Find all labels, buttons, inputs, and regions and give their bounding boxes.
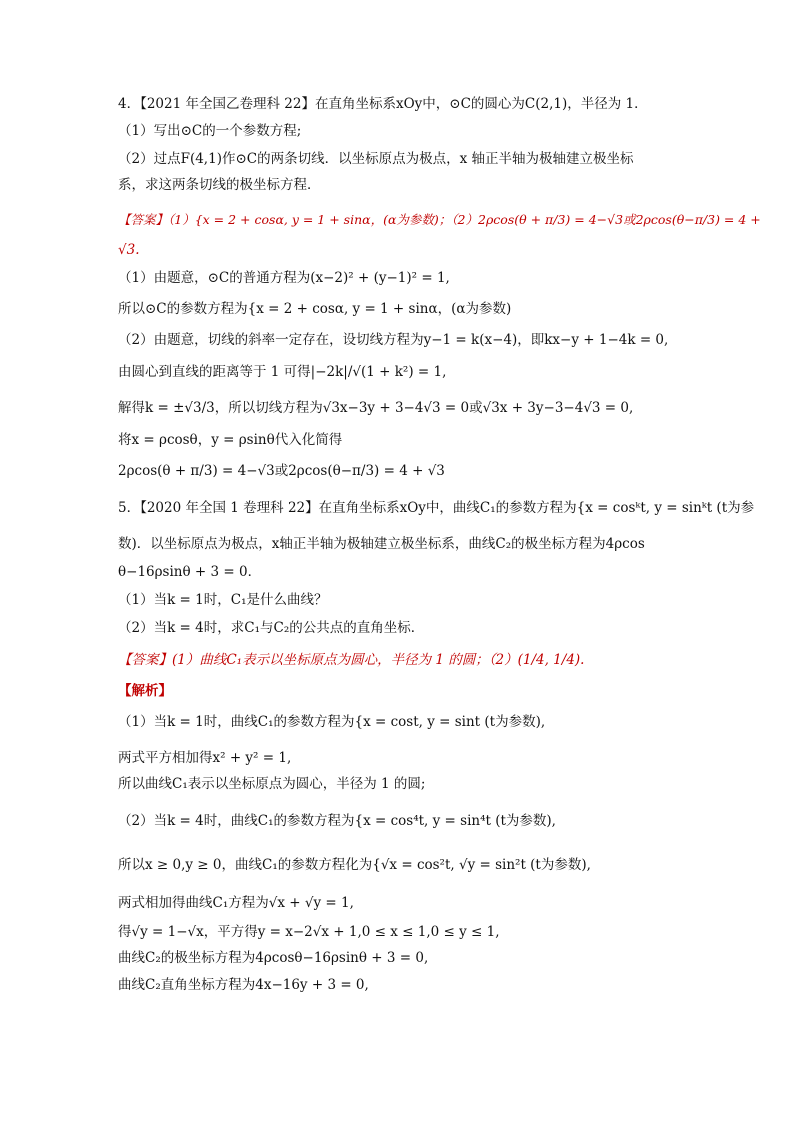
problem-5-solution-1: （1）当k = 1时，曲线C₁的参数方程为{x = cost, y = sint (t为参数), (118, 714, 546, 730)
problem-4-part-2-cont: 系，求这两条切线的极坐标方程． (118, 177, 321, 193)
problem-5-part-2: （2）当k = 4时，求C₁与C₂的公共点的直角坐标． (118, 620, 425, 636)
problem-4-statement: 4．【2021 年全国乙卷理科 22】在直角坐标系xOy中，⊙C的圆心为C(2,1)，半径为 1． (118, 96, 648, 112)
problem-4-solution-3: （2）由题意，切线的斜率一定存在，设切线方程为y−1 = k(x−4)，即kx−y + 1−4k = 0, (118, 332, 669, 348)
problem-4-solution-4: 由圆心到直线的距离等于 1 可得|−2k|/√(1 + k²) = 1, (118, 364, 447, 380)
problem-5-solution-7: 得√y = 1−√x，平方得y = x−2√x + 1,0 ≤ x ≤ 1,0 ≤ y ≤ 1, (118, 924, 500, 940)
problem-4-part-2: （2）过点F(4,1)作⊙C的两条切线．以坐标原点为极点，x 轴正半轴为极轴建立极坐标 (118, 151, 634, 167)
problem-4-solution-1: （1）由题意，⊙C的普通方程为(x−2)² + (y−1)² = 1, (118, 270, 450, 286)
problem-5-part-1: （1）当k = 1时，C₁是什么曲线？ (118, 592, 328, 608)
problem-4-answer: 【答案】（1）{x = 2 + cosα, y = 1 + sinα，(α为参数)；（2）2ρcos(θ + π/3) = 4−√3或2ρcos(θ−π/3) = 4 + (118, 212, 761, 227)
problem-5-solution-5: 所以x ≥ 0,y ≥ 0，曲线C₁的参数方程化为{√x = cos²t, √y = sin²t (t为参数), (118, 857, 591, 873)
problem-5-statement-cont: 数)．以坐标原点为极点，x轴正半轴为极轴建立极坐标系，曲线C₂的极坐标方程为4ρcos (118, 536, 645, 552)
problem-5-solution-8: 曲线C₂的极坐标方程为4ρcosθ−16ρsinθ + 3 = 0, (118, 950, 429, 966)
problem-5-solution-4: （2）当k = 4时，曲线C₁的参数方程为{x = cos⁴t, y = sin⁴t (t为参数), (118, 813, 556, 829)
problem-4-solution-7: 2ρcos(θ + π/3) = 4−√3或2ρcos(θ−π/3) = 4 + √3 (118, 463, 445, 479)
problem-4-answer-cont: √3. (118, 242, 140, 258)
problem-5-solution-3: 所以曲线C₁表示以坐标原点为圆心，半径为 1 的圆; (118, 776, 426, 792)
problem-5-solution-9: 曲线C₂直角坐标方程为4x−16y + 3 = 0, (118, 977, 369, 993)
problem-4-solution-5: 解得k = ±√3/3，所以切线方程为√3x−3y + 3−4√3 = 0或√3x + 3y−3−4√3 = 0, (118, 400, 634, 416)
problem-5-solution-6: 两式相加得曲线C₁方程为√x + √y = 1, (118, 895, 354, 911)
problem-5-solution-2: 两式平方相加得x² + y² = 1, (118, 750, 292, 766)
problem-4-part-1: （1）写出⊙C的一个参数方程; (118, 123, 302, 139)
problem-5-answer: 【答案】(1）曲线C₁表示以坐标原点为圆心，半径为 1 的圆；（2）(1/4, 1/4). (118, 652, 585, 668)
problem-5-analysis-tag: 【解析】 (118, 683, 172, 699)
problem-5-statement-cont2: θ−16ρsinθ + 3 = 0． (118, 564, 262, 580)
problem-5-statement: 5．【2020 年全国 1 卷理科 22】在直角坐标系xOy中，曲线C₁的参数方程为{x = cosᵏt, y = sinᵏt (t为参 (118, 500, 755, 516)
problem-4-solution-2: 所以⊙C的参数方程为{x = 2 + cosα, y = 1 + sinα，(α为参数) (118, 301, 512, 317)
problem-4-solution-6: 将x = ρcosθ，y = ρsinθ代入化简得 (118, 432, 343, 448)
